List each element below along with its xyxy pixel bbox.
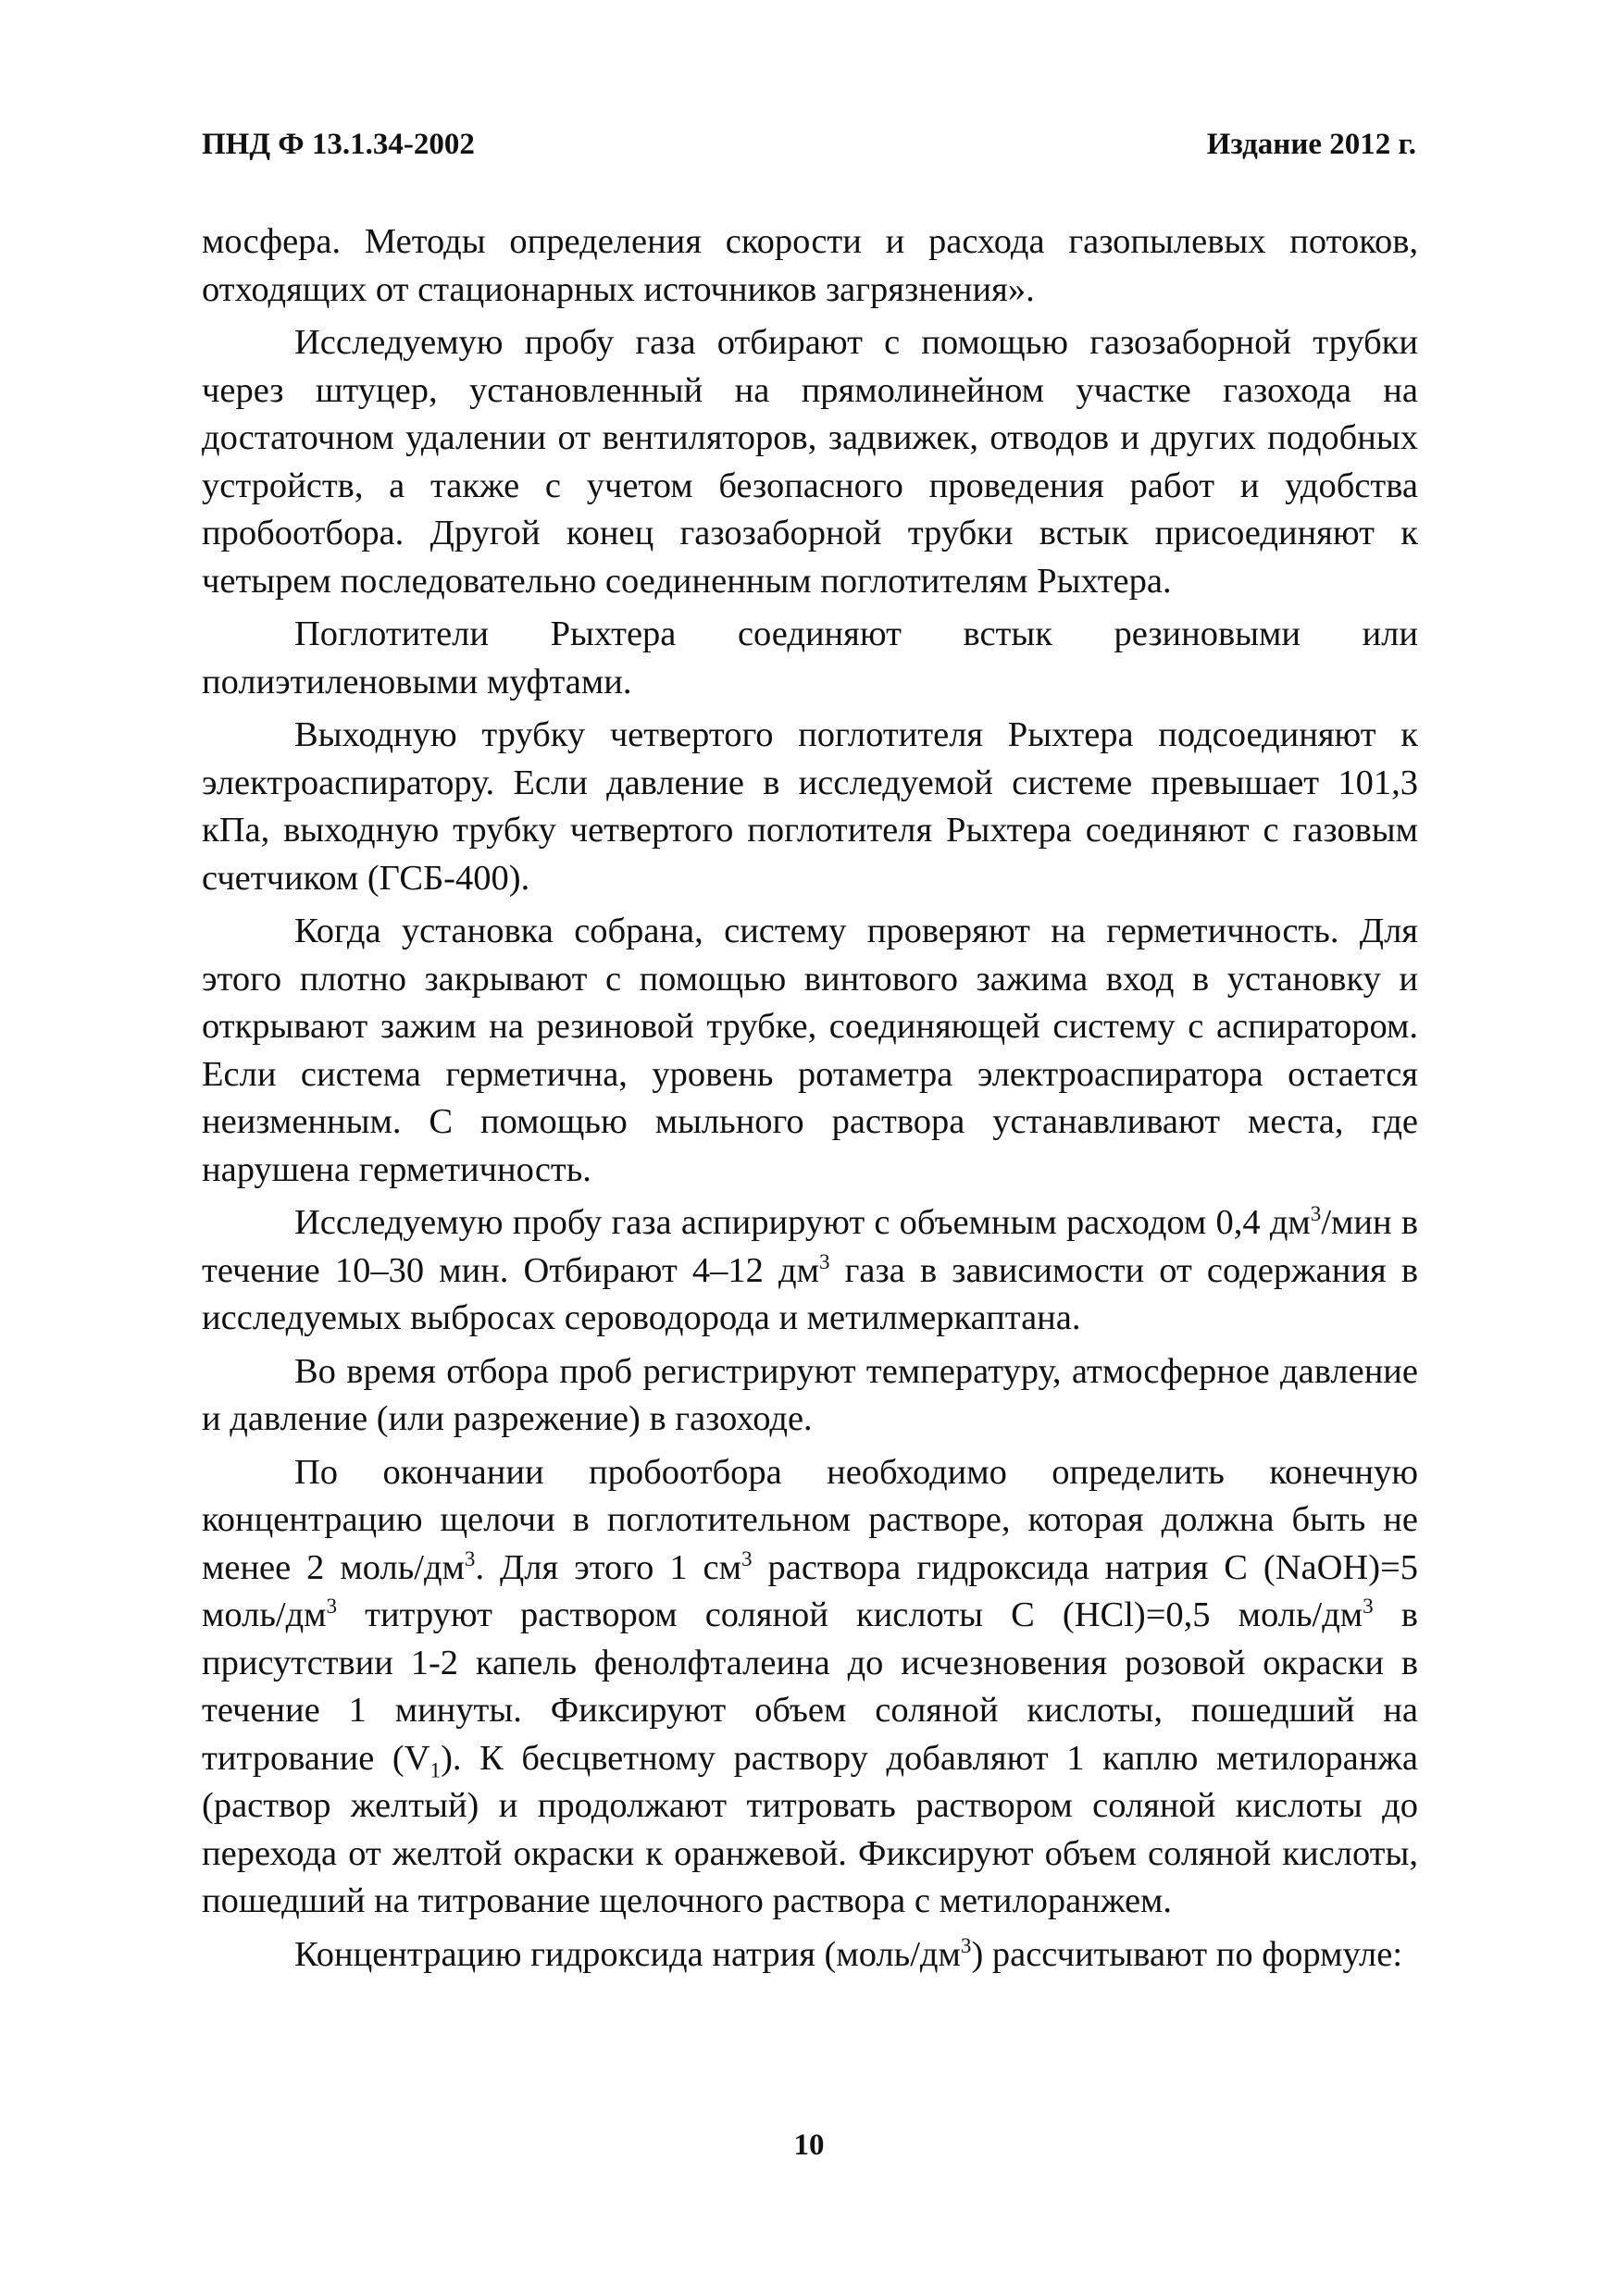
page-header	[202, 128, 1416, 174]
text-run: По окончании пробоотбора необходимо определить конечную концентрацию щелочи в поглотительном растворе, которая должна быть не менее 2 моль/дм	[202, 1452, 1418, 1587]
superscript: 3	[464, 1545, 476, 1570]
body-text	[202, 218, 1418, 1984]
subscript: 1	[429, 1757, 442, 1782]
superscript: 3	[741, 1545, 753, 1570]
text-run: Концентрацию гидроксида натрия (моль/дм	[294, 1934, 961, 1974]
text-run: ). К бесцветному раствору добавляют 1 каплю метилоранжа (раствор желтый) и продолжают титровать раствором соляной кислоты до перехода от желтой окраски к оранжевой. Фиксируют объем соляной кислоты, пошедший на титрование щелочного раствора с метилоранжем.	[202, 1738, 1418, 1920]
paragraph: Когда установка собрана, систему проверяют на герметичность. Для этого плотно закрывают с помощью винтового зажима вход в установку и открывают зажим на резиновой трубке, соединяющей систему с аспиратором. Если система герметична, уровень ротаметра электроаспиратора остается неизменным. С помощью мыльного раствора устанавливают места, где нарушена герметичность.	[202, 912, 1418, 1189]
superscript: 3	[326, 1594, 338, 1619]
superscript: 3	[1310, 1201, 1322, 1226]
document-code: ПНД Ф 13.1.34-2002	[202, 128, 475, 161]
paragraph: Исследуемую пробу газа отбирают с помощью газозаборной трубки через штуцер, установленный на прямолинейном участке газохода на достаточном удалении от вентиляторов, задвижек, отводов и других подобных устройств, а также с учетом безопасного проведения работ и удобства пробоотбора. Другой конец газозаборной трубки встык присоединяют к четырем последовательно соединенным поглотителям Рыхтера.	[202, 323, 1418, 601]
paragraph: Выходную трубку четвертого поглотителя Рыхтера подсоединяют к электроаспиратору. Если давление в исследуемой системе превышает 101,3 кПа, выходную трубку четвертого поглотителя Рыхтера соединяют с газовым счетчиком (ГСБ-400).	[202, 715, 1418, 898]
text-run: Исследуемую пробу газа аспирируют с объемным расходом 0,4 дм	[294, 1203, 1311, 1242]
text-run: раствора гидроксида натрия С (NaOH)=5 моль/дм	[202, 1547, 1418, 1634]
text-run: . Для этого 1 см	[475, 1547, 741, 1587]
text-run: ) рассчитывают по формуле:	[971, 1934, 1403, 1974]
paragraph: Поглотители Рыхтера соединяют встык резиновыми или полиэтиленовыми муфтами.	[202, 614, 1418, 701]
edition-label: Издание 2012 г.	[1206, 128, 1416, 161]
paragraph-formula-intro	[202, 1931, 1418, 1980]
superscript: 3	[960, 1932, 972, 1957]
text-run: титруют раствором соляной кислоты С (HCl)=0,5 моль/дм	[337, 1595, 1363, 1634]
paragraph-titration	[202, 1449, 1418, 1926]
text-run: в присутствии 1-2 капель фенолфталеина до исчезновения розовой окраски в течение 1 минуты. Фиксируют объем соляной кислоты, пошедший на титрование (V	[202, 1595, 1418, 1778]
paragraph-sampling-rate	[202, 1199, 1418, 1343]
paragraph-continued: мосфера. Методы определения скорости и расхода газопылевых потоков, отходящих от стационарных источников загрязнения».	[202, 222, 1418, 309]
superscript: 3	[1363, 1594, 1374, 1619]
superscript: 3	[818, 1248, 830, 1273]
text-run: газа в зависимости от содержания в исследуемых выбросах сероводорода и метилмеркаптана.	[202, 1250, 1418, 1337]
paragraph: Во время отбора проб регистрируют температуру, атмосферное давление и давление (или разрежение) в газоходе.	[202, 1351, 1418, 1438]
page-number: 10	[793, 2128, 825, 2162]
text-run: /мин в течение 10–30 мин. Отбирают 4–12 дм	[202, 1203, 1419, 1290]
